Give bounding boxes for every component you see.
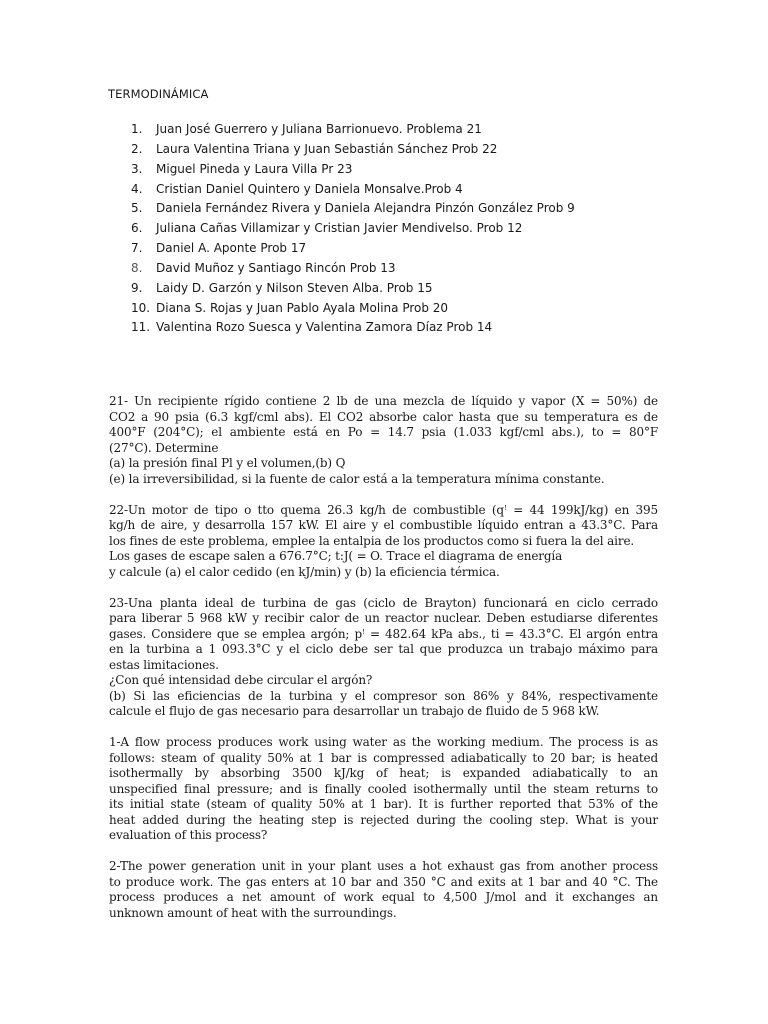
problem-1 <box>109 735 658 844</box>
list-number: 9. <box>131 280 143 295</box>
list-item-text: David Muñoz y Santiago Rincón Prob 13 <box>156 260 396 275</box>
list-item <box>131 219 575 239</box>
page-title: TERMODINÁMICA <box>108 87 209 101</box>
list-number: 5. <box>131 201 143 216</box>
group-list <box>131 120 575 338</box>
problem-line: (a) la presión final Pl y el volumen,(b) Q <box>109 456 346 470</box>
problem-line: Los gases de escape salen a 676.7°C; t:J( = O. Trace el diagrama de energía <box>109 549 563 563</box>
problem-line: para liberar 5 968 kW y recibir calor de un reactor nuclear. Deben estudiarse diferentes <box>109 611 658 625</box>
list-item <box>131 160 575 180</box>
problem-line: 21- Un recipiente rígido contiene 2 lb de una mezcla de líquido y vapor (X = 50%) de <box>109 394 658 408</box>
list-item-text: Laura Valentina Triana y Juan Sebastián Sánchez Prob 22 <box>156 141 498 156</box>
problem-line: 22-Un motor de tipo o tto quema 26.3 kg/h de combustible (qꜝ = 44 199kJ/kg) en 395 <box>109 502 658 517</box>
list-item-text: Daniela Fernández Rivera y Daniela Alejandra Pinzón González Prob 9 <box>156 201 575 216</box>
list-item-text: Diana S. Rojas y Juan Pablo Ayala Molina Prob 20 <box>156 300 449 315</box>
list-number: 4. <box>131 181 143 196</box>
problem-line: CO2 a 90 psia (6.3 kgf/cml abs). El CO2 absorbe calor hasta que su temperatura es de <box>109 409 658 424</box>
problem-line: (b) Si las eficiencias de la turbina y el compresor son 86% y 84%, respectivamente <box>109 688 658 703</box>
list-number: 7. <box>131 241 143 256</box>
problem-21 <box>109 394 658 487</box>
list-item-text: Laidy D. Garzón y Nilson Steven Alba. Prob 15 <box>156 280 433 295</box>
problem-line: calcule el flujo de gas necesario para desarrollar un trabajo de fluido de 5 968 kW. <box>109 704 600 718</box>
list-number: 2. <box>131 141 143 156</box>
problem-23 <box>109 596 658 720</box>
list-item <box>131 279 575 299</box>
problem-line: gases. Considere que se emplea argón; pꜝ = 482.64 kPa abs., ti = 43.3°C. El argón entra <box>109 626 658 641</box>
list-item <box>131 199 575 219</box>
list-item-text: Valentina Rozo Suesca y Valentina Zamora Díaz Prob 14 <box>156 320 493 335</box>
problem-line: isothermally by absorbing 3500 kJ/kg of heat; is expanded adiabatically to an <box>109 766 658 780</box>
problem-line: unknown amount of heat with the surroundings. <box>109 905 397 920</box>
list-item-text: Cristian Daniel Quintero y Daniela Monsalve.Prob 4 <box>156 181 463 196</box>
problem-set <box>109 394 658 921</box>
problem-2 <box>109 859 658 921</box>
problem-line: (27°C). Determine <box>109 440 219 455</box>
problem-line: 1-A flow process produces work using water as the working medium. The process is as <box>109 735 658 749</box>
list-item <box>131 140 575 160</box>
problem-line: en la turbina a 1 093.3°C y el ciclo debe ser tal que produzca un trabajo máximo para <box>109 642 658 656</box>
problem-22 <box>109 503 658 581</box>
list-item-text: Juliana Cañas Villamizar y Cristian Javier Mendivelso. Prob 12 <box>156 221 523 236</box>
problem-line: to produce work. The gas enters at 10 bar and 350 °C and exits at 1 bar and 40 °C. The <box>109 874 658 889</box>
problem-line: 2-The power generation unit in your plant uses a hot exhaust gas from another process <box>109 859 658 873</box>
list-item <box>131 239 575 259</box>
problem-line: (e) la irreversibilidad, si la fuente de calor está a la temperatura mínima constante. <box>109 471 605 486</box>
list-item <box>131 318 575 338</box>
list-item <box>131 299 575 319</box>
problem-line: process produces a net amount of work equal to 4,500 J/mol and it exchanges an <box>109 890 658 904</box>
list-item <box>131 259 575 279</box>
problem-line: evaluation of this process? <box>109 828 268 842</box>
problem-line: 400°F (204°C); el ambiente está en Po = 14.7 psia (1.033 kgf/cml abs.), to = 80°F <box>109 425 658 439</box>
list-item <box>131 180 575 200</box>
problem-line: y calcule (a) el calor cedido (en kJ/min) y (b) la eficiencia térmica. <box>109 564 500 579</box>
problem-line: ¿Con qué intensidad debe circular el argón? <box>109 673 373 687</box>
list-item-text: Juan José Guerrero y Juliana Barrionuevo. Problema 21 <box>156 122 482 136</box>
list-number: 10. <box>131 300 151 315</box>
list-number: 11. <box>131 320 151 335</box>
list-number: 3. <box>131 161 143 176</box>
problem-line: heat added during the heating step is rejected during the cooling step. What is your <box>109 812 658 827</box>
list-item <box>131 120 575 140</box>
problem-line: estas limitaciones. <box>109 657 219 672</box>
problem-line: follows: steam of quality 50% at 1 bar is compressed adiabatically to 20 bar; is heated <box>109 750 658 765</box>
list-number: 6. <box>131 221 143 236</box>
list-number: 8. <box>131 260 143 275</box>
problem-line: its initial state (steam of quality 50% at 1 bar). It is further reported that 53% of the <box>109 797 658 811</box>
list-item-text: Daniel A. Aponte Prob 17 <box>156 241 307 256</box>
problem-line: unspecified final pressure; and is finally cooled isothermally until the steam returns to <box>109 781 658 796</box>
problem-line: 23-Una planta ideal de turbina de gas (ciclo de Brayton) funcionará en ciclo cerrado <box>109 595 658 610</box>
list-item-text: Miguel Pineda y Laura Villa Pr 23 <box>156 161 353 176</box>
problem-line: los fines de este problema, emplee la entalpia de los productos como si fuera la del aire. <box>109 533 635 548</box>
list-number: 1. <box>131 122 143 136</box>
problem-line: kg/h de aire, y desarrolla 157 kW. El aire y el combustible líquido entran a 43.3°C. Para <box>109 518 658 532</box>
